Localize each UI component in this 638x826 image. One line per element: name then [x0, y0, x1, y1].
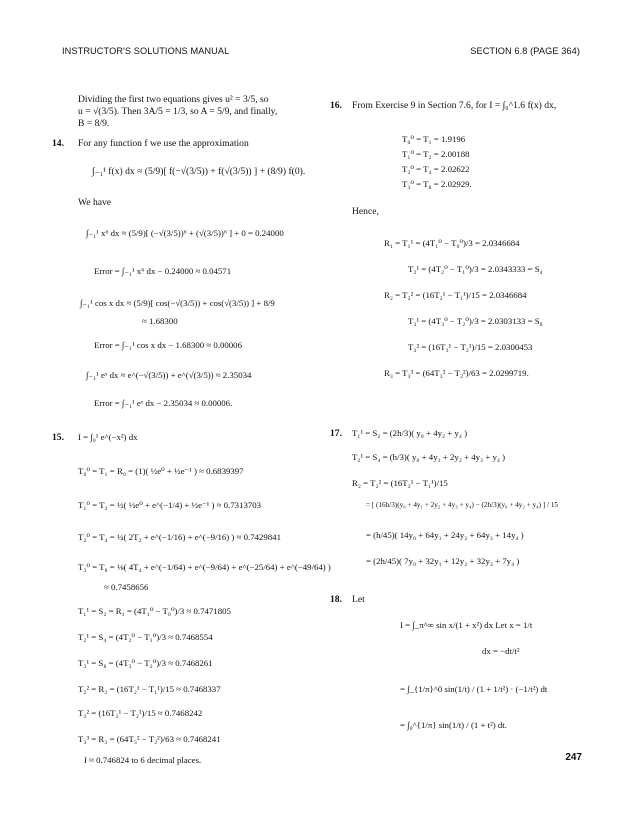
- equation-line: ≈ 1.68300: [142, 316, 178, 326]
- equation-line: ∫₋₁¹ x⁶ dx ≈ (5/9)[ (−√(3/5))⁶ + (√(3/5))⁶ ] + 0 = 0.24000: [86, 228, 284, 238]
- problem-14-number: 14.: [52, 138, 64, 149]
- equation-line: R₂ = T₂² = (16T₂¹ − T₁¹)/15 = 2.0346684: [384, 290, 527, 300]
- equation-line: = (2h/45)( 7y₀ + 32y₁ + 12y₂ + 32y₃ + 7y₄ ): [366, 556, 520, 566]
- equation-line: T₃² = (16T₃¹ − T₂¹)/15 ≈ 0.7468242: [78, 708, 203, 718]
- equation-line: = ∫_{1/π}^0 sin(1/t) / (1 + 1/t²) · (−1/t²) dt: [400, 684, 548, 694]
- equation-line: T₂¹ = S₄ = (h/3)( y₀ + 4y₁ + 2y₂ + 4y₃ + y₄ ): [352, 452, 506, 462]
- equation-line: T₂¹ = (4T₂⁰ − T₁⁰)/3 = 2.0343333 = S₄: [408, 264, 543, 274]
- equation-line: T₂⁰ = T₄ = 2.02622: [402, 164, 470, 174]
- equation-line: Error = ∫₋₁¹ cos x dx − 1.68300 ≈ 0.00006: [94, 340, 242, 350]
- equation-line: Error = ∫₋₁¹ x⁶ dx − 0.24000 ≈ 0.04571: [94, 266, 232, 276]
- equation-line: ≈ 0.7458656: [104, 582, 149, 592]
- equation-line: T₃⁰ = T₈ = ⅛( 4T₄ + e^(−1/64) + e^(−9/64) + e^(−25/64) + e^(−49/64) ): [78, 562, 331, 572]
- running-header-left: INSTRUCTOR'S SOLUTIONS MANUAL: [62, 46, 230, 56]
- equation-line: = (h/45)( 14y₀ + 64y₁ + 24y₂ + 64y₃ + 14y₄ ): [366, 530, 524, 540]
- problem-14-approximation: ∫₋₁¹ f(x) dx ≈ (5/9)[ f(−√(3/5)) + f(√(3/5)) ] + (8/9) f(0).: [92, 166, 306, 177]
- equation-line: R₁ = T₁¹ = (4T₁⁰ − T₀⁰)/3 = 2.0346684: [384, 238, 520, 248]
- equation-line: dx = −dt/t²: [482, 646, 520, 656]
- equation-line: ∫₋₁¹ cos x dx ≈ (5/9)[ cos(−√(3/5)) + cos(√(3/5)) ] + 8/9: [80, 298, 275, 308]
- equation-line: T₀⁰ = T₁ = 1.9196: [402, 134, 466, 144]
- intro-line: Dividing the first two equations gives u² = 3/5, so: [78, 94, 269, 105]
- equation-line: = [ (16h/3)(y₀ + 4y₁ + 2y₂ + 4y₃ + y₄) − (2h/3)(y₀ + 4y₂ + y₄) ] / 15: [366, 501, 559, 509]
- equation-line: T₃³ = R₃ = (64T₃² − T₂²)/63 ≈ 0.7468241: [78, 734, 221, 744]
- running-header-right: SECTION 6.8 (PAGE 364): [470, 46, 580, 56]
- equation-line: T₃⁰ = T₈ = 2.02929.: [402, 179, 472, 189]
- equation-line: T₀⁰ = T₁ = R₀ = (1)( ½e⁰ + ½e⁻¹ ) ≈ 0.6839397: [78, 466, 244, 476]
- problem-18-let: Let: [352, 594, 365, 605]
- equation-line: T₁¹ = S₂ = R₁ = (4T₁⁰ − T₀⁰)/3 ≈ 0.7471805: [78, 606, 231, 616]
- problem-15-number: 15.: [52, 432, 64, 443]
- problem-16-text: From Exercise 9 in Section 7.6, for I = ∫₀^1.6 f(x) dx,: [352, 100, 557, 111]
- equation-line: T₂² = R₂ = (16T₂¹ − T₁¹)/15 ≈ 0.7468337: [78, 684, 221, 694]
- equation-line: I ≈ 0.746824 to 6 decimal places.: [84, 755, 202, 765]
- page-number: 247: [565, 752, 582, 763]
- equation-line: = ∫₀^{1/π} sin(1/t) / (1 + t²) dt.: [400, 720, 507, 730]
- equation-line: T₂¹ = S₄ = (4T₂⁰ − T₁⁰)/3 ≈ 0.7468554: [78, 632, 213, 642]
- problem-16-hence: Hence,: [352, 206, 379, 217]
- intro-line: u = √(3/5). Then 3A/5 = 1/3, so A = 5/9, and finally,: [78, 106, 278, 117]
- intro-line: B = 8/9.: [78, 118, 110, 129]
- problem-14-text: For any function f we use the approximation: [78, 138, 249, 149]
- equation-line: T₁¹ = S₂ = (2h/3)( y₀ + 4y₂ + y₄ ): [352, 428, 468, 438]
- problem-16-number: 16.: [330, 100, 342, 111]
- equation-line: R₃ = T₃³ = (64T₃² − T₂²)/63 = 2.0299719.: [384, 368, 529, 378]
- equation-line: T₃¹ = S₈ = (4T₃⁰ − T₂⁰)/3 ≈ 0.7468261: [78, 658, 213, 668]
- equation-line: I = ∫_π^∞ sin x/(1 + x²) dx Let x = 1/t: [400, 620, 533, 630]
- equation-line: R₂ = T₂² = (16T₂¹ − T₁¹)/15: [352, 478, 448, 488]
- problem-18-number: 18.: [330, 594, 342, 605]
- equation-line: T₁⁰ = T₂ = 2.00188: [402, 149, 470, 159]
- equation-line: T₁⁰ = T₂ = ½( ½e⁰ + e^(−1/4) + ½e⁻¹ ) ≈ 0.7313703: [78, 500, 262, 510]
- equation-line: T₃¹ = (4T₃⁰ − T₂⁰)/3 = 2.0303133 = S₈: [408, 316, 543, 326]
- equation-line: I = ∫₀¹ e^(−x²) dx: [78, 432, 138, 442]
- problem-17-number: 17.: [330, 428, 342, 439]
- equation-line: T₂⁰ = T₄ = ¼( 2T₂ + e^(−1/16) + e^(−9/16) ) ≈ 0.7429841: [78, 532, 281, 542]
- equation-line: Error = ∫₋₁¹ eˣ dx − 2.35034 ≈ 0.00006.: [94, 398, 233, 408]
- equation-line: ∫₋₁¹ eˣ dx ≈ e^(−√(3/5)) + e^(√(3/5)) ≈ 2.35034: [86, 370, 252, 380]
- problem-14-we-have: We have: [78, 197, 112, 208]
- equation-line: T₃² = (16T₃¹ − T₂¹)/15 = 2.0300453: [408, 342, 533, 352]
